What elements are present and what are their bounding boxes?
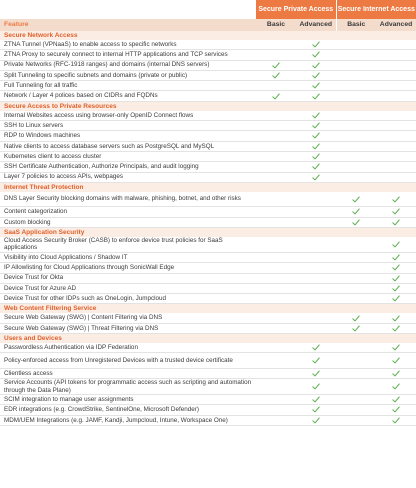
cell-basic-private — [256, 405, 296, 415]
column-header-basic-private: Basic — [256, 19, 296, 31]
column-header-basic-internet: Basic — [336, 19, 376, 31]
checkmark-icon — [312, 41, 320, 48]
cell-advanced-private — [296, 172, 336, 182]
cell-advanced-internet — [376, 91, 416, 101]
section-header-row — [0, 31, 416, 40]
checkmark-icon — [272, 93, 280, 100]
section-header-row — [0, 101, 416, 111]
cell-basic-internet — [336, 217, 376, 227]
table-row — [0, 111, 416, 121]
cell-advanced-private — [296, 70, 336, 80]
cell-basic-private — [256, 353, 296, 369]
cell-basic-private — [256, 294, 296, 304]
cell-advanced-internet — [376, 323, 416, 333]
cell-advanced-internet — [376, 313, 416, 323]
checkmark-icon — [352, 315, 360, 322]
cell-advanced-private — [296, 252, 336, 262]
cell-advanced-internet — [376, 273, 416, 283]
checkmark-icon — [392, 219, 400, 226]
cell-basic-internet — [336, 405, 376, 415]
feature-label: Internal Websites access using browser-only OpenID Connect flows — [0, 111, 256, 121]
cell-advanced-private — [296, 162, 336, 172]
table-row — [0, 415, 416, 425]
cell-basic-private — [256, 172, 296, 182]
feature-label: Clientless access — [0, 368, 256, 378]
table-row — [0, 207, 416, 217]
feature-label: SSH to Linux servers — [0, 121, 256, 131]
cell-advanced-internet — [376, 237, 416, 253]
cell-basic-private — [256, 131, 296, 141]
feature-label: Policy-enforced access from Unregistered Devices with a trusted device certificate — [0, 353, 256, 369]
feature-label: MDM/UEM Integrations (e.g. JAMF, Kandji, Jumpcloud, Intune, Workspace One) — [0, 415, 256, 425]
cell-advanced-private — [296, 323, 336, 333]
feature-label: RDP to Windows machines — [0, 131, 256, 141]
cell-basic-private — [256, 217, 296, 227]
feature-label: EDR integrations (e.g. CrowdStrike, SentinelOne, Microsoft Defender) — [0, 405, 256, 415]
cell-basic-internet — [336, 70, 376, 80]
cell-advanced-internet — [376, 353, 416, 369]
cell-advanced-internet — [376, 40, 416, 50]
cell-basic-internet — [336, 368, 376, 378]
table-row — [0, 395, 416, 405]
feature-label: Network / Layer 4 polices based on CIDRs and FQDNs — [0, 91, 256, 101]
cell-advanced-internet — [376, 379, 416, 395]
cell-basic-private — [256, 60, 296, 70]
section-title: Users and Devices — [0, 334, 416, 344]
checkmark-icon — [392, 396, 400, 403]
feature-label: Visibility into Cloud Applications / Shadow IT — [0, 252, 256, 262]
cell-basic-private — [256, 313, 296, 323]
checkmark-icon — [272, 72, 280, 79]
cell-basic-internet — [336, 151, 376, 161]
checkmark-icon — [352, 325, 360, 332]
feature-label: Service Accounts (API tokens for programmatic access such as scripting and automation through the Data Plane) — [0, 379, 256, 395]
table-row — [0, 283, 416, 293]
feature-label: Layer 7 policies to access APIs, webpages — [0, 172, 256, 182]
section-title: Secure Access to Private Resources — [0, 101, 416, 111]
checkmark-icon — [312, 112, 320, 119]
cell-basic-private — [256, 70, 296, 80]
checkmark-icon — [312, 93, 320, 100]
section-title: Web Content Filtering Service — [0, 304, 416, 314]
table-row — [0, 141, 416, 151]
cell-advanced-private — [296, 40, 336, 50]
feature-label: SCIM integration to manage user assignments — [0, 395, 256, 405]
column-header-feature: Feature — [0, 19, 256, 31]
section-header-row — [0, 182, 416, 192]
cell-advanced-private — [296, 217, 336, 227]
table-row — [0, 313, 416, 323]
table-row — [0, 323, 416, 333]
section-title: Secure Network Access — [0, 31, 416, 40]
cell-basic-internet — [336, 395, 376, 405]
cell-basic-internet — [336, 40, 376, 50]
header-column-row — [0, 19, 416, 31]
cell-basic-private — [256, 162, 296, 172]
cell-advanced-private — [296, 343, 336, 353]
cell-advanced-private — [296, 91, 336, 101]
cell-advanced-private — [296, 50, 336, 60]
cell-advanced-private — [296, 207, 336, 217]
table-row — [0, 343, 416, 353]
table-row — [0, 81, 416, 91]
table-row — [0, 353, 416, 369]
cell-advanced-private — [296, 60, 336, 70]
cell-basic-internet — [336, 323, 376, 333]
cell-advanced-private — [296, 237, 336, 253]
cell-advanced-private — [296, 294, 336, 304]
checkmark-icon — [312, 122, 320, 129]
checkmark-icon — [312, 143, 320, 150]
checkmark-icon — [312, 357, 320, 364]
cell-basic-private — [256, 323, 296, 333]
cell-advanced-internet — [376, 294, 416, 304]
cell-advanced-private — [296, 353, 336, 369]
column-header-advanced-internet: Advanced — [376, 19, 416, 31]
cell-advanced-internet — [376, 151, 416, 161]
checkmark-icon — [392, 254, 400, 261]
feature-label: Device Trust for other IDPs such as OneLogin, Jumpcloud — [0, 294, 256, 304]
section-title: Internet Threat Protection — [0, 182, 416, 192]
cell-basic-internet — [336, 379, 376, 395]
cell-basic-private — [256, 151, 296, 161]
checkmark-icon — [312, 132, 320, 139]
table-row — [0, 263, 416, 273]
cell-basic-internet — [336, 237, 376, 253]
cell-advanced-internet — [376, 81, 416, 91]
cell-basic-private — [256, 40, 296, 50]
cell-advanced-internet — [376, 283, 416, 293]
cell-basic-private — [256, 192, 296, 207]
table-row — [0, 368, 416, 378]
feature-label: Device Trust for Okta — [0, 273, 256, 283]
feature-label: Custom blocking — [0, 217, 256, 227]
checkmark-icon — [272, 62, 280, 69]
cell-basic-internet — [336, 353, 376, 369]
group-header-secure-internet-access: Secure Internet Access — [336, 0, 416, 19]
table-body — [0, 31, 416, 426]
checkmark-icon — [312, 383, 320, 390]
table-row — [0, 379, 416, 395]
cell-basic-private — [256, 111, 296, 121]
cell-advanced-private — [296, 111, 336, 121]
feature-label: ZTNA Proxy to securely connect to internal HTTP applications and TCP services — [0, 50, 256, 60]
table-row — [0, 252, 416, 262]
cell-basic-private — [256, 50, 296, 60]
table-row — [0, 131, 416, 141]
checkmark-icon — [392, 406, 400, 413]
feature-label: Private Networks (RFC-1918 ranges) and domains (internal DNS servers) — [0, 60, 256, 70]
cell-advanced-private — [296, 263, 336, 273]
cell-advanced-private — [296, 81, 336, 91]
cell-advanced-internet — [376, 60, 416, 70]
cell-basic-private — [256, 237, 296, 253]
cell-advanced-private — [296, 379, 336, 395]
checkmark-icon — [312, 62, 320, 69]
cell-advanced-internet — [376, 405, 416, 415]
cell-basic-private — [256, 121, 296, 131]
header-group-row — [0, 0, 416, 19]
table-row — [0, 273, 416, 283]
checkmark-icon — [352, 196, 360, 203]
feature-label: Content categorization — [0, 207, 256, 217]
cell-basic-internet — [336, 50, 376, 60]
checkmark-icon — [392, 315, 400, 322]
feature-label: ZTNA Tunnel (VPNaaS) to enable access to specific networks — [0, 40, 256, 50]
cell-advanced-private — [296, 395, 336, 405]
section-title: SaaS Application Security — [0, 227, 416, 237]
cell-advanced-private — [296, 415, 336, 425]
feature-label: DNS Layer Security blocking domains with malware, phishing, botnet, and other risks — [0, 192, 256, 207]
cell-advanced-internet — [376, 217, 416, 227]
feature-label: Native clients to access database servers such as PostgreSQL and MySQL — [0, 141, 256, 151]
cell-basic-private — [256, 273, 296, 283]
cell-advanced-internet — [376, 162, 416, 172]
cell-basic-internet — [336, 294, 376, 304]
cell-basic-internet — [336, 81, 376, 91]
cell-basic-private — [256, 91, 296, 101]
checkmark-icon — [392, 325, 400, 332]
cell-basic-internet — [336, 91, 376, 101]
table-row — [0, 70, 416, 80]
checkmark-icon — [352, 208, 360, 215]
cell-advanced-internet — [376, 50, 416, 60]
cell-basic-internet — [336, 252, 376, 262]
cell-advanced-internet — [376, 172, 416, 182]
cell-advanced-private — [296, 368, 336, 378]
table-row — [0, 121, 416, 131]
cell-basic-private — [256, 207, 296, 217]
checkmark-icon — [312, 370, 320, 377]
cell-basic-internet — [336, 415, 376, 425]
feature-label: Secure Web Gateway (SWG) | Content Filtering via DNS — [0, 313, 256, 323]
table-row — [0, 172, 416, 182]
feature-label: Full Tunneling for all traffic — [0, 81, 256, 91]
cell-basic-internet — [336, 263, 376, 273]
cell-advanced-private — [296, 313, 336, 323]
feature-label: IP Allowlisting for Cloud Applications through SonicWall Edge — [0, 263, 256, 273]
section-header-row — [0, 227, 416, 237]
checkmark-icon — [392, 344, 400, 351]
cell-basic-internet — [336, 273, 376, 283]
cell-basic-private — [256, 395, 296, 405]
checkmark-icon — [312, 51, 320, 58]
cell-advanced-internet — [376, 70, 416, 80]
table-row — [0, 40, 416, 50]
cell-basic-private — [256, 283, 296, 293]
feature-label: SSH Certificate Authentication, Authorize Principals, and audit logging — [0, 162, 256, 172]
cell-advanced-internet — [376, 415, 416, 425]
cell-basic-internet — [336, 343, 376, 353]
cell-basic-private — [256, 343, 296, 353]
section-header-row — [0, 304, 416, 314]
checkmark-icon — [392, 208, 400, 215]
checkmark-icon — [312, 344, 320, 351]
cell-advanced-internet — [376, 141, 416, 151]
cell-basic-internet — [336, 121, 376, 131]
cell-basic-private — [256, 368, 296, 378]
cell-basic-internet — [336, 131, 376, 141]
cell-advanced-private — [296, 405, 336, 415]
checkmark-icon — [392, 383, 400, 390]
table-row — [0, 60, 416, 70]
cell-advanced-internet — [376, 207, 416, 217]
checkmark-icon — [312, 153, 320, 160]
checkmark-icon — [352, 219, 360, 226]
cell-advanced-internet — [376, 368, 416, 378]
cell-basic-internet — [336, 60, 376, 70]
checkmark-icon — [312, 72, 320, 79]
checkmark-icon — [392, 295, 400, 302]
cell-advanced-private — [296, 121, 336, 131]
checkmark-icon — [392, 264, 400, 271]
checkmark-icon — [312, 174, 320, 181]
cell-basic-private — [256, 81, 296, 91]
cell-advanced-internet — [376, 343, 416, 353]
checkmark-icon — [312, 82, 320, 89]
cell-basic-internet — [336, 162, 376, 172]
cell-advanced-private — [296, 273, 336, 283]
cell-basic-internet — [336, 111, 376, 121]
feature-label: Secure Web Gateway (SWG) | Threat Filtering via DNS — [0, 323, 256, 333]
table-row — [0, 91, 416, 101]
cell-basic-private — [256, 141, 296, 151]
cell-basic-internet — [336, 313, 376, 323]
cell-basic-internet — [336, 172, 376, 182]
cell-basic-private — [256, 379, 296, 395]
checkmark-icon — [392, 357, 400, 364]
table-row — [0, 217, 416, 227]
cell-advanced-internet — [376, 121, 416, 131]
table-row — [0, 192, 416, 207]
checkmark-icon — [392, 196, 400, 203]
cell-advanced-internet — [376, 111, 416, 121]
feature-label: Device Trust for Azure AD — [0, 283, 256, 293]
checkmark-icon — [312, 406, 320, 413]
cell-advanced-private — [296, 131, 336, 141]
cell-basic-internet — [336, 141, 376, 151]
cell-basic-private — [256, 252, 296, 262]
feature-label: Kubernetes client to access cluster — [0, 151, 256, 161]
checkmark-icon — [392, 275, 400, 282]
cell-advanced-private — [296, 192, 336, 207]
feature-label: Passwordless Authentication via IDP Federation — [0, 343, 256, 353]
cell-advanced-private — [296, 151, 336, 161]
table-row — [0, 405, 416, 415]
checkmark-icon — [312, 396, 320, 403]
checkmark-icon — [392, 241, 400, 248]
cell-basic-private — [256, 415, 296, 425]
table-row — [0, 151, 416, 161]
checkmark-icon — [312, 163, 320, 170]
checkmark-icon — [312, 417, 320, 424]
table-row — [0, 294, 416, 304]
cell-advanced-internet — [376, 263, 416, 273]
cell-advanced-internet — [376, 252, 416, 262]
cell-advanced-internet — [376, 131, 416, 141]
checkmark-icon — [392, 417, 400, 424]
cell-advanced-internet — [376, 395, 416, 405]
checkmark-icon — [392, 285, 400, 292]
cell-basic-internet — [336, 207, 376, 217]
table-row — [0, 237, 416, 253]
feature-label: Cloud Access Security Broker (CASB) to enforce device trust policies for SaaS applications — [0, 237, 256, 253]
cell-basic-internet — [336, 283, 376, 293]
section-header-row — [0, 334, 416, 344]
header-spacer — [0, 0, 256, 19]
cell-advanced-private — [296, 141, 336, 151]
cell-advanced-private — [296, 283, 336, 293]
cell-basic-private — [256, 263, 296, 273]
checkmark-icon — [392, 370, 400, 377]
table-row — [0, 50, 416, 60]
group-header-secure-private-access: Secure Private Access — [256, 0, 336, 19]
column-header-advanced-private: Advanced — [296, 19, 336, 31]
feature-label: Split Tunneling to specific subnets and domains (private or public) — [0, 70, 256, 80]
cell-basic-internet — [336, 192, 376, 207]
cell-advanced-internet — [376, 192, 416, 207]
table-row — [0, 162, 416, 172]
